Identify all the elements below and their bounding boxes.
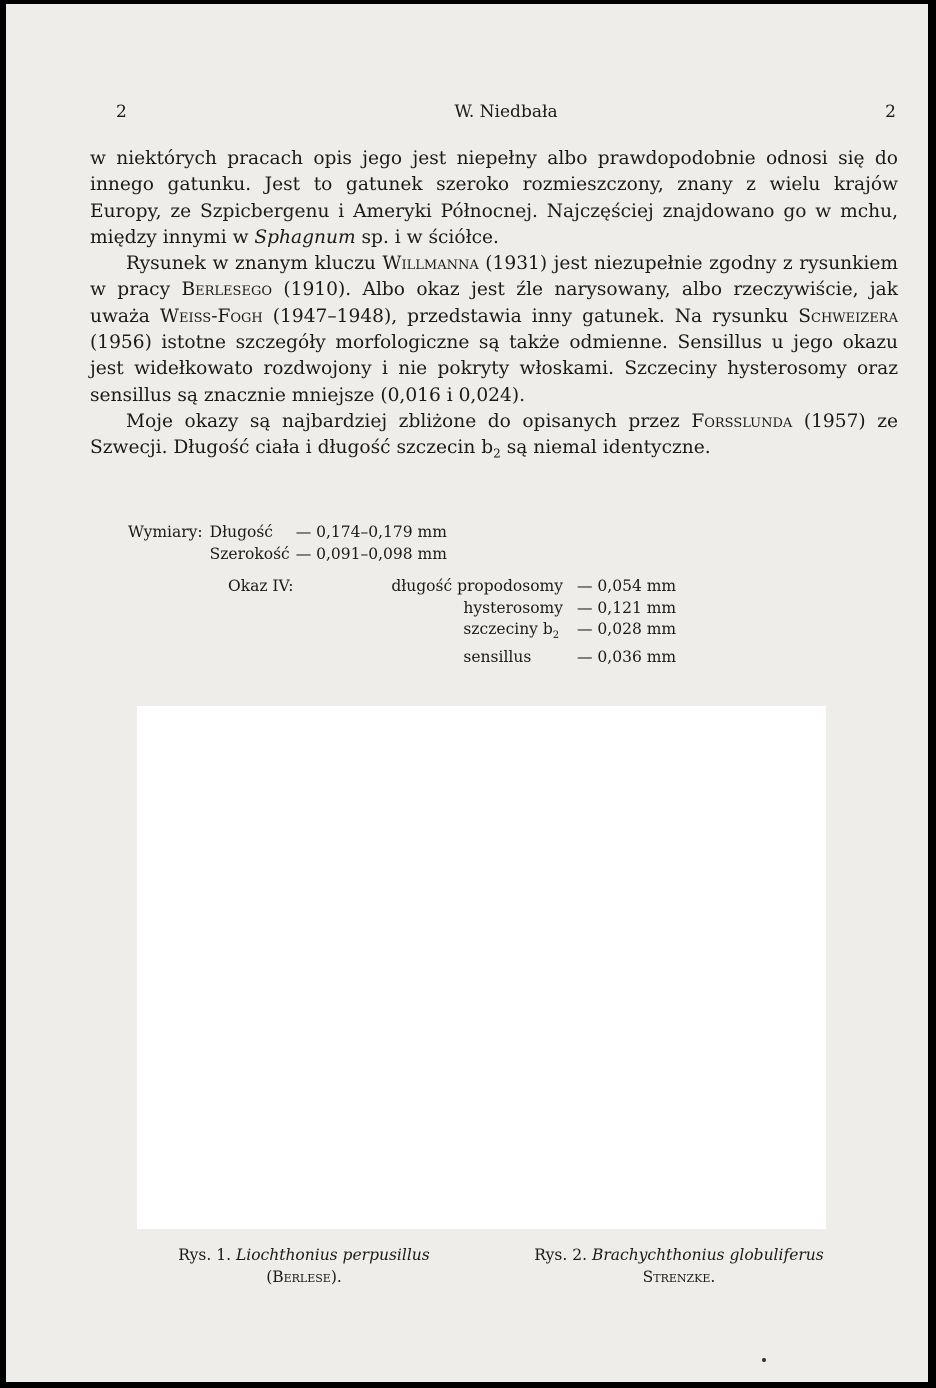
specimen-name: sensillus xyxy=(463,647,532,666)
text-run: (1956) istotne szczegóły morfologiczne są także odmienne. Sensillus u jego okazu jest widełkowato rozdwojony i nie pokryty włoskami. Szczeciny hysterosomy oraz sensillus są znacznie mniejsze (0,016 i 0,024). xyxy=(90,332,898,406)
paragraph xyxy=(90,251,898,409)
author-name: W. Niedbała xyxy=(454,102,558,122)
text-run: 2 xyxy=(493,446,501,461)
specimen-table xyxy=(228,576,676,668)
caption-author: Strenzke. xyxy=(642,1267,716,1286)
text-run: sp. i w ściółce. xyxy=(355,226,499,248)
text-run: są niemal identyczne. xyxy=(500,437,711,459)
specimen-value: — 0,121 mm xyxy=(577,598,677,617)
specimen-row xyxy=(228,598,676,620)
author-citation: Schweizera xyxy=(798,305,898,327)
print-speck xyxy=(762,1358,766,1362)
measurements-label: Wymiary: xyxy=(128,523,203,541)
paragraph xyxy=(90,146,898,251)
measurement-name: Szerokość xyxy=(209,544,290,563)
author-citation: Weiss-Fogh xyxy=(159,305,263,327)
specimen-subscript: 2 xyxy=(552,630,560,642)
measurement-value: — 0,091–0,098 mm xyxy=(295,544,447,563)
page-number-right: 2 xyxy=(885,102,896,122)
measurement-name: Długość xyxy=(209,523,273,541)
caption-species: Brachychthonius globuliferus xyxy=(591,1246,824,1264)
text-run: (1957) ze Szwecji. Długość ciała i długość szczecin b xyxy=(90,410,898,459)
measurement-value: — 0,174–0,179 mm xyxy=(295,523,447,541)
taxon-name: Sphagnum xyxy=(254,226,356,248)
caption-prefix: Rys. 1. xyxy=(178,1246,232,1264)
specimen-name-cell xyxy=(301,619,577,647)
body-text xyxy=(90,146,898,467)
caption-species: Liochthonius perpusillus xyxy=(235,1246,430,1264)
text-run: (1947–1948), przedstawia inny gatunek. Na rysunku xyxy=(262,305,799,327)
caption-author: (Berlese). xyxy=(266,1267,342,1286)
specimen-value: — 0,054 mm xyxy=(577,577,677,595)
figure-area xyxy=(137,706,826,1229)
text-run: (1931) jest niezupełnie zgodny z rysunkiem w pracy xyxy=(90,253,899,301)
specimen-label: Okaz IV: xyxy=(228,577,294,595)
text-run: (1910). Albo okaz jest źle narysowany, albo rzeczywiście, jak uważa xyxy=(90,279,898,327)
specimen-name: szczeciny b xyxy=(463,620,553,638)
text-run: Moje okazy są najbardziej zbliżone do opisanych przez xyxy=(126,410,692,432)
specimen-name: długość propodosomy xyxy=(391,577,563,595)
measurements-table xyxy=(128,522,447,565)
specimen-value: — 0,036 mm xyxy=(577,647,677,666)
author-citation: Forsslunda xyxy=(691,410,793,432)
page-number-left: 2 xyxy=(116,102,127,122)
caption-line xyxy=(154,1245,454,1267)
specimen-row xyxy=(228,576,676,598)
running-header xyxy=(116,102,896,126)
text-run: w niektórych pracach opis jego jest niepełny albo prawdopodobnie odnosi się do innego gatunku. Jest to gatunek szeroko rozmieszczony, znany z wielu krajów Europy, ze Szpicbergenu i Ameryki Północnej. Najczęściej znajdowano go w mchu, między innymi w xyxy=(90,148,898,248)
specimen-row xyxy=(228,647,676,669)
figure-caption-2 xyxy=(514,1245,844,1288)
text-run: Rysunek w znanym kluczu xyxy=(126,253,383,275)
measurement-row xyxy=(128,544,447,566)
caption-line xyxy=(514,1245,844,1267)
page xyxy=(6,4,928,1382)
caption-prefix: Rys. 2. xyxy=(534,1246,588,1264)
figure-caption-1 xyxy=(154,1245,454,1288)
paragraph xyxy=(90,409,898,467)
author-citation: Willmanna xyxy=(382,253,479,275)
measurement-row xyxy=(128,522,447,544)
specimen-row xyxy=(228,619,676,647)
specimen-name: hysterosomy xyxy=(463,598,563,617)
specimen-value: — 0,028 mm xyxy=(577,620,677,638)
author-citation: Berlesego xyxy=(181,279,272,301)
